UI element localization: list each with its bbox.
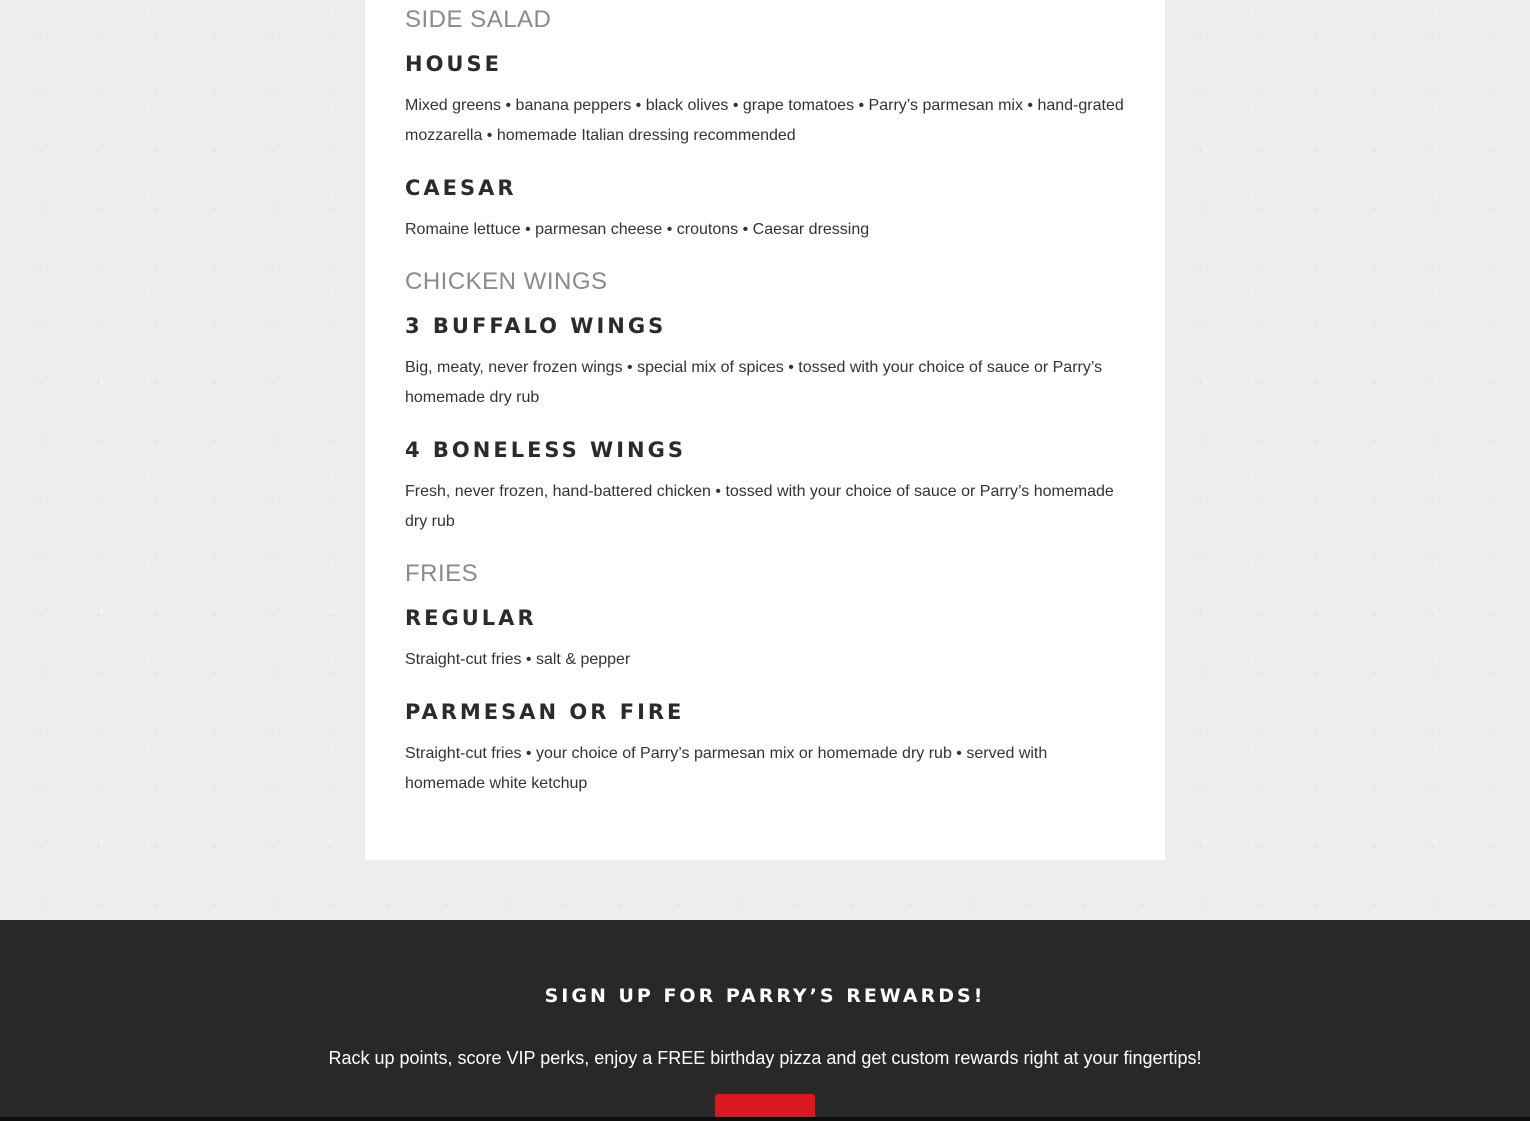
- menu-item-title-parmesan-or-fire: PARMESAN OR FIRE: [405, 700, 685, 724]
- menu-item-description-caesar: Romaine lettuce • parmesan cheese • croutons • Caesar dressing: [405, 221, 870, 238]
- rewards-signup-description: Rack up points, score VIP perks, enjoy a FREE birthday pizza and get custom rewards right at your fingertips!: [328, 1048, 1202, 1068]
- category-heading-side-salad: SIDE SALAD: [405, 6, 552, 33]
- menu-item-description-regular-fries: Straight-cut fries • salt & pepper: [405, 651, 631, 668]
- menu-item-title-boneless-wings: 4 BONELESS WINGS: [405, 438, 686, 462]
- category-heading-chicken-wings: CHICKEN WINGS: [405, 268, 608, 295]
- footer-bottom-divider: [0, 1117, 1530, 1121]
- menu-item-title-caesar: CAESAR: [405, 176, 517, 200]
- menu-item-title-regular-fries: REGULAR: [405, 606, 537, 630]
- menu-item-description-buffalo-wings: Big, meaty, never frozen wings • special mix of spices • tossed with your choice of sauce or Parry’s homemade dry rub: [405, 359, 1103, 406]
- menu-item-title-house: HOUSE: [405, 52, 502, 76]
- category-heading-fries: FRIES: [405, 560, 479, 587]
- menu-item-description-boneless-wings: Fresh, never frozen, hand-battered chicken • tossed with your choice of sauce or Parry’s homemade dry rub: [405, 483, 1114, 530]
- menu-item-description-house: Mixed greens • banana peppers • black olives • grape tomatoes • Parry’s parmesan mix • hand-grated mozzarella • homemade Italian dressing recommended: [405, 97, 1124, 144]
- rewards-signup-title: SIGN UP FOR PARRY’S REWARDS!: [544, 985, 986, 1007]
- menu-item-description-parmesan-or-fire: Straight-cut fries • your choice of Parry’s parmesan mix or homemade dry rub • served with homemade white ketchup: [405, 745, 1048, 792]
- menu-card: [365, 0, 1165, 860]
- rewards-signup-footer: [0, 920, 1530, 1121]
- menu-item-title-buffalo-wings: 3 BUFFALO WINGS: [405, 314, 667, 338]
